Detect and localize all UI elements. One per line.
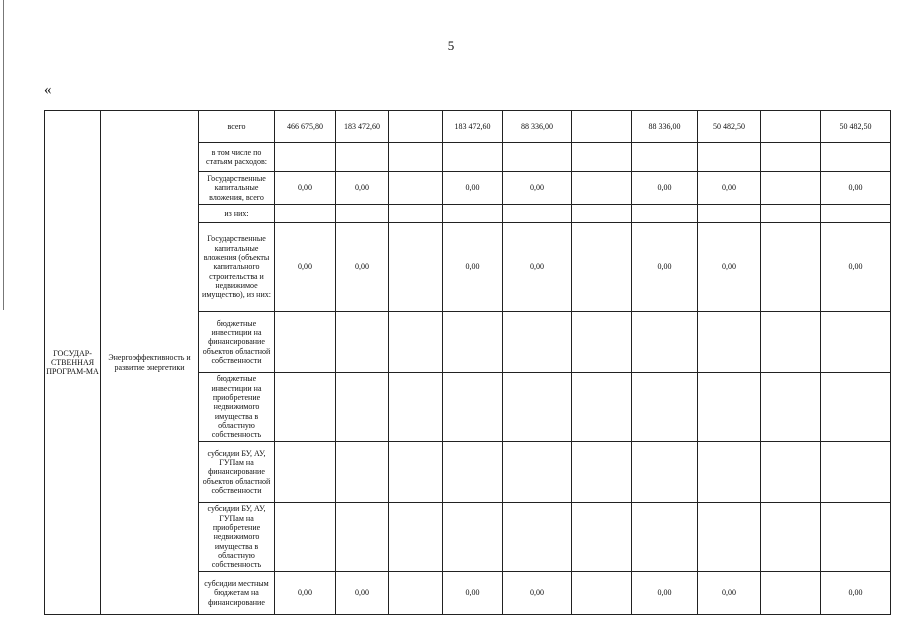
amount-cell [503, 312, 572, 373]
amount-cell [821, 503, 891, 572]
amount-cell [389, 312, 443, 373]
amount-cell [761, 373, 821, 442]
amount-cell [698, 312, 761, 373]
amount-cell [336, 442, 389, 503]
amount-cell [336, 503, 389, 572]
amount-cell [336, 312, 389, 373]
amount-cell [761, 503, 821, 572]
amount-cell [503, 373, 572, 442]
page-number: 5 [447, 38, 455, 53]
amount-cell [572, 373, 632, 442]
amount-cell: 0,00 [503, 572, 572, 615]
amount-cell [572, 143, 632, 172]
amount-cell [821, 143, 891, 172]
amount-cell [698, 442, 761, 503]
amount-cell [275, 205, 336, 223]
amount-cell [503, 205, 572, 223]
amount-cell [698, 143, 761, 172]
amount-cell [275, 503, 336, 572]
amount-cell [572, 172, 632, 205]
amount-cell: 0,00 [275, 172, 336, 205]
amount-cell [572, 312, 632, 373]
amount-cell [443, 373, 503, 442]
amount-cell: 0,00 [821, 172, 891, 205]
expense-category-label: Государственные капитальные вложения, всего [199, 172, 275, 205]
amount-cell: 466 675,80 [275, 111, 336, 143]
expense-category-label: всего [199, 111, 275, 143]
amount-cell: 0,00 [275, 572, 336, 615]
amount-cell [761, 572, 821, 615]
amount-cell [503, 143, 572, 172]
budget-table-body [45, 111, 891, 615]
amount-cell [572, 205, 632, 223]
expense-category-label: субсидии БУ, АУ, ГУПам на финансирование объектов областной собственности [199, 442, 275, 503]
amount-cell [389, 205, 443, 223]
amount-cell [761, 205, 821, 223]
amount-cell [336, 205, 389, 223]
amount-cell [336, 373, 389, 442]
amount-cell: 183 472,60 [443, 111, 503, 143]
amount-cell: 88 336,00 [503, 111, 572, 143]
amount-cell: 0,00 [503, 172, 572, 205]
amount-cell: 0,00 [443, 223, 503, 312]
amount-cell: 0,00 [275, 223, 336, 312]
amount-cell [821, 205, 891, 223]
amount-cell [821, 312, 891, 373]
amount-cell: 0,00 [698, 223, 761, 312]
budget-table [44, 110, 891, 615]
amount-cell [698, 503, 761, 572]
amount-cell [275, 442, 336, 503]
amount-cell: 50 482,50 [821, 111, 891, 143]
amount-cell [336, 143, 389, 172]
expense-category-label: Государственные капитальные вложения (объекты капитального строительства и недвижимое имущество), из них: [199, 223, 275, 312]
amount-cell [632, 205, 698, 223]
amount-cell [503, 503, 572, 572]
amount-cell [761, 143, 821, 172]
amount-cell: 0,00 [821, 223, 891, 312]
amount-cell: 0,00 [336, 223, 389, 312]
amount-cell [632, 143, 698, 172]
amount-cell [275, 143, 336, 172]
amount-cell [572, 111, 632, 143]
amount-cell [389, 442, 443, 503]
amount-cell [632, 312, 698, 373]
amount-cell [275, 373, 336, 442]
amount-cell [503, 442, 572, 503]
amount-cell [632, 503, 698, 572]
amount-cell [443, 205, 503, 223]
amount-cell [389, 503, 443, 572]
amount-cell [761, 442, 821, 503]
expense-category-label: из них: [199, 205, 275, 223]
amount-cell: 0,00 [336, 572, 389, 615]
amount-cell: 0,00 [443, 572, 503, 615]
amount-cell [443, 143, 503, 172]
amount-cell [572, 503, 632, 572]
amount-cell: 0,00 [821, 572, 891, 615]
amount-cell [443, 442, 503, 503]
amount-cell: 0,00 [698, 572, 761, 615]
amount-cell [821, 373, 891, 442]
amount-cell [389, 111, 443, 143]
amount-cell [443, 312, 503, 373]
amount-cell [761, 172, 821, 205]
amount-cell [761, 312, 821, 373]
amount-cell [275, 312, 336, 373]
expense-category-label: бюджетные инвестиции на приобретение недвижимого имущества в областную собственность [199, 373, 275, 442]
amount-cell [389, 143, 443, 172]
amount-cell: 0,00 [632, 172, 698, 205]
amount-cell [698, 205, 761, 223]
amount-cell [698, 373, 761, 442]
amount-cell [572, 223, 632, 312]
amount-cell: 0,00 [336, 172, 389, 205]
amount-cell: 0,00 [503, 223, 572, 312]
amount-cell [389, 373, 443, 442]
expense-category-label: в том числе по статьям расходов: [199, 143, 275, 172]
amount-cell [632, 373, 698, 442]
program-status-cell: ГОСУДАР-СТВЕННАЯ ПРОГРАМ-МА [45, 111, 101, 615]
amount-cell: 0,00 [698, 172, 761, 205]
amount-cell: 0,00 [632, 572, 698, 615]
amount-cell [389, 223, 443, 312]
amount-cell [761, 111, 821, 143]
amount-cell [632, 442, 698, 503]
amount-cell: 88 336,00 [632, 111, 698, 143]
expense-category-label: субсидии БУ, АУ, ГУПам на приобретение недвижимого имущества в областную собственность [199, 503, 275, 572]
table-row [45, 111, 891, 143]
opening-quote-mark: « [44, 82, 52, 98]
amount-cell [761, 223, 821, 312]
program-name-cell: Энергоэффективность и развитие энергетики [101, 111, 199, 615]
amount-cell [443, 503, 503, 572]
amount-cell [821, 442, 891, 503]
amount-cell [572, 442, 632, 503]
amount-cell [389, 172, 443, 205]
expense-category-label: субсидии местным бюджетам на финансирование [199, 572, 275, 615]
amount-cell: 183 472,60 [336, 111, 389, 143]
amount-cell [389, 572, 443, 615]
amount-cell: 0,00 [632, 223, 698, 312]
expense-category-label: бюджетные инвестиции на финансирование объектов областной собственности [199, 312, 275, 373]
amount-cell [572, 572, 632, 615]
amount-cell: 50 482,50 [698, 111, 761, 143]
amount-cell: 0,00 [443, 172, 503, 205]
